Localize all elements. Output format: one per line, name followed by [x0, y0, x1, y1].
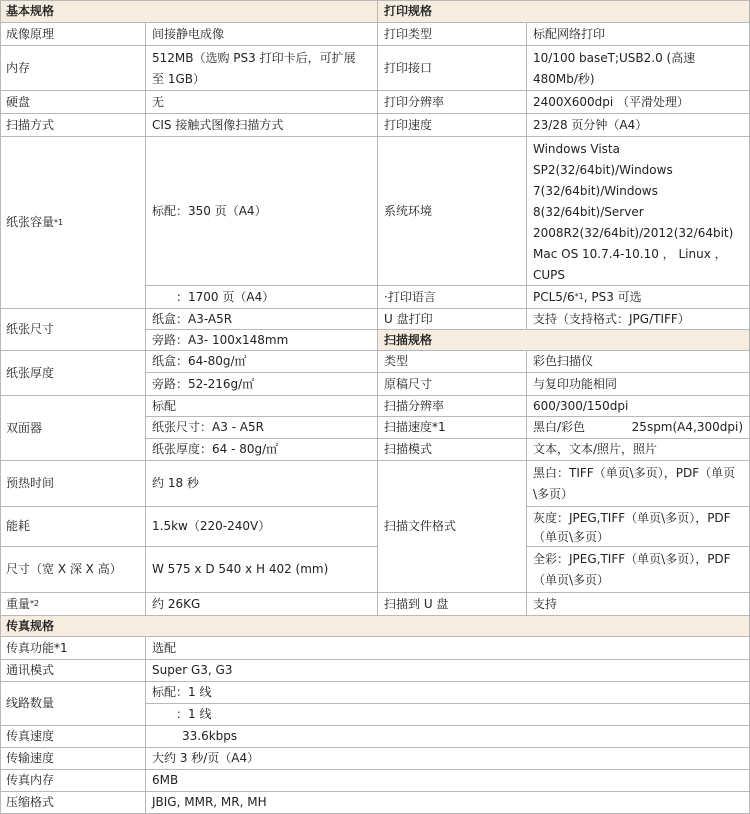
fax-tx-speed-label: 传输速度 [0, 748, 146, 770]
weight-label-text: 重量 [6, 596, 31, 611]
scan-spec-header: 扫描规格 [378, 330, 750, 351]
fax-compression-label: 压缩格式 [0, 792, 146, 814]
print-interface-value [527, 46, 750, 91]
original-size-label: 原稿尺寸 [378, 373, 527, 396]
duplex-paper-weight: 纸张厚度：64 - 80g/㎡ [146, 439, 378, 461]
scan-format-bw [527, 461, 750, 507]
paper-weight-label: 纸张厚度 [0, 351, 146, 396]
dimensions-value: W 575 x D 540 x H 402 (mm) [146, 547, 378, 593]
scan-mode-value: 文本，文本/照片，照片 [527, 439, 750, 461]
print-language-main: PCL5/6 [533, 289, 575, 304]
power-value: 1.5kw（220-240V） [146, 507, 378, 547]
os-line: SP2(32/64bit)/Windows [533, 163, 673, 177]
scan-format-color-line-2: （单页\多页） [533, 573, 610, 587]
fax-lines-standard: 标配：1 线 [146, 682, 750, 704]
paper-size-label: 纸张尺寸 [0, 309, 146, 351]
memory-value-line-1: 512MB（选购 PS3 打印卡后，可扩展 [152, 51, 356, 65]
hdd-value: 无 [146, 91, 378, 114]
paper-size-cassette: 纸盒：A3-A5R [146, 309, 378, 330]
fax-lines-label: 线路数量 [0, 682, 146, 726]
paper-capacity-value-standard: 标配：350 页（A4） [146, 137, 378, 286]
paper-weight-bypass: 旁路：52-216g/㎡ [146, 373, 378, 396]
fax-memory-value: 6MB [146, 770, 750, 792]
fax-memory-label: 传真内存 [0, 770, 146, 792]
warmup-label: 预热时间 [0, 461, 146, 507]
scan-usb-label: 扫描到 U 盘 [378, 593, 527, 616]
warmup-value: 约 18 秒 [146, 461, 378, 507]
usb-print-label: U 盘打印 [378, 309, 527, 330]
original-size-value: 与复印功能相同 [527, 373, 750, 396]
scan-method-label: 扫描方式 [0, 114, 146, 137]
scan-speed-label: 扫描速度*1 [378, 417, 527, 439]
print-language-label: ·打印语言 [378, 286, 527, 309]
os-line: CUPS [533, 268, 566, 282]
scan-format-gray-line-2: （单页\多页） [533, 530, 610, 544]
os-label: 系统环境 [378, 137, 527, 286]
scan-format-bw-line-2: \多页） [533, 487, 574, 501]
memory-label: 内存 [0, 46, 146, 91]
print-resolution-value: 2400X600dpi （平滑处理） [527, 91, 750, 114]
duplex-paper-size: 纸张尺寸：A3 - A5R [146, 417, 378, 439]
scan-usb-value: 支持 [527, 593, 750, 616]
print-language-value: PCL5/6 *1 , PS3 可选 [527, 286, 750, 309]
hdd-label: 硬盘 [0, 91, 146, 114]
scan-resolution-label: 扫描分辨率 [378, 396, 527, 417]
scan-method-value: CIS 接触式图像扫描方式 [146, 114, 378, 137]
fax-function-label: 传真功能*1 [0, 637, 146, 660]
scan-format-gray-line-1: 灰度：JPEG,TIFF（单页\多页），PDF [533, 511, 731, 525]
print-interface-line-2: 480Mb/秒) [533, 72, 595, 86]
scan-speed-mode: 黑白/彩色 [533, 420, 586, 434]
print-interface-line-1: 10/100 baseT;USB2.0 (高速 [533, 51, 696, 65]
paper-size-bypass: 旁路：A3- 100x148mm [146, 330, 378, 351]
scan-format-color [527, 547, 750, 593]
scan-mode-label: 扫描模式 [378, 439, 527, 461]
duplex-standard: 标配 [146, 396, 378, 417]
print-type-value: 标配网络打印 [527, 23, 750, 46]
print-spec-header: 打印规格 [378, 0, 750, 23]
fax-mode-label: 通讯模式 [0, 660, 146, 682]
usb-print-value: 支持（支持格式：JPG/TIFF） [527, 309, 750, 330]
os-line: 8(32/64bit)/Server [533, 205, 644, 219]
scan-resolution-value: 600/300/150dpi [527, 396, 750, 417]
paper-weight-cassette: 纸盒：64-80g/㎡ [146, 351, 378, 373]
print-resolution-label: 打印分辨率 [378, 91, 527, 114]
os-line: 7(32/64bit)/Windows [533, 184, 658, 198]
scan-file-format-label: 扫描文件格式 [378, 461, 527, 593]
paper-capacity-label: 纸张容量 *1 [0, 137, 146, 309]
fax-compression-value: JBIG, MMR, MR, MH [146, 792, 750, 814]
fax-function-value: 选配 [146, 637, 750, 660]
power-label: 能耗 [0, 507, 146, 547]
scan-speed-value [527, 417, 750, 439]
fax-speed-value: 33.6kbps [146, 726, 750, 748]
print-type-label: 打印类型 [378, 23, 527, 46]
scan-format-color-line-1: 全彩：JPEG,TIFF（单页\多页），PDF [533, 552, 731, 566]
paper-capacity-label-text: 纸张容量 [6, 215, 55, 229]
fax-mode-value: Super G3, G3 [146, 660, 750, 682]
weight-label: 重量 *2 [0, 593, 146, 616]
scan-format-gray [527, 507, 750, 547]
print-speed-value: 23/28 页分钟（A4） [527, 114, 750, 137]
dimensions-label: 尺寸（宽 X 深 X 高） [0, 547, 146, 593]
scan-format-bw-line-1: 黑白：TIFF（单页\多页），PDF（单页 [533, 466, 736, 480]
fax-speed-label: 传真速度 [0, 726, 146, 748]
scan-type-value: 彩色扫描仪 [527, 351, 750, 373]
os-line: 2008R2(32/64bit)/2012(32/64bit) [533, 226, 734, 240]
fax-lines-optional: ：1 线 [146, 704, 750, 726]
weight-value: 约 26KG [146, 593, 378, 616]
imaging-value: 间接静电成像 [146, 23, 378, 46]
memory-value-line-2: 至 1GB） [152, 72, 205, 86]
print-language-optional: , PS3 可选 [583, 289, 642, 304]
fax-tx-speed-value: 大约 3 秒/页（A4） [146, 748, 750, 770]
os-line: Windows Vista [533, 142, 620, 156]
print-speed-label: 打印速度 [378, 114, 527, 137]
fax-spec-header: 传真规格 [0, 616, 750, 637]
print-interface-label: 打印接口 [378, 46, 527, 91]
basic-spec-header: 基本规格 [0, 0, 378, 23]
memory-value [146, 46, 378, 91]
duplex-label: 双面器 [0, 396, 146, 461]
paper-capacity-value-optional: ：1700 页（A4） [146, 286, 378, 309]
scan-speed-rate: 25spm(A4,300dpi) [631, 420, 743, 434]
scan-type-label: 类型 [378, 351, 527, 373]
imaging-label: 成像原理 [0, 23, 146, 46]
os-line: Mac OS 10.7.4-10.10 ， Linux ， [533, 247, 727, 261]
os-value [527, 137, 750, 286]
